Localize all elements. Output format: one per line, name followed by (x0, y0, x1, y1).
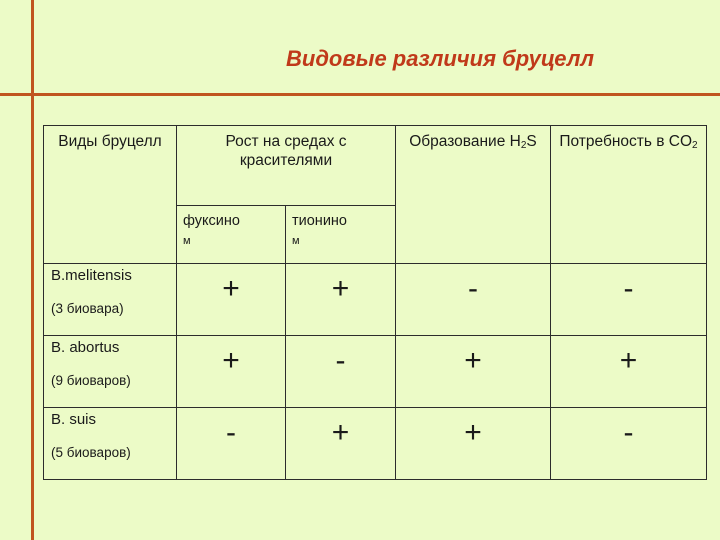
header-co2-text: Потребность в CO (559, 133, 693, 150)
fuchsin-result: + (177, 336, 286, 408)
subheader-thionin-tail: м (292, 235, 300, 247)
co2-result: - (551, 264, 707, 336)
thionin-result: + (286, 264, 396, 336)
thionin-result: - (286, 336, 396, 408)
co2-result: + (551, 336, 707, 408)
header-co2-subscript: 2 (692, 140, 698, 151)
species-cell (44, 408, 177, 480)
header-growth-dyes: Рост на средах с красителями (177, 126, 396, 206)
header-co2 (551, 126, 707, 264)
thionin-result: + (286, 408, 396, 480)
species-biovars: (3 биовара) (51, 301, 124, 316)
fuchsin-result: - (177, 408, 286, 480)
species-biovars: (5 биоваров) (51, 445, 131, 460)
fuchsin-result: + (177, 264, 286, 336)
horizontal-accent-line (0, 93, 720, 96)
header-h2s-subscript: 2 (520, 140, 527, 151)
species-name: B.melitensis (51, 267, 132, 284)
subheader-thionin (286, 206, 396, 264)
header-species: Виды бруцелл (44, 126, 177, 264)
table-row (44, 264, 707, 336)
brucella-species-table (43, 125, 707, 480)
species-cell (44, 336, 177, 408)
header-h2s (396, 126, 551, 264)
subheader-fuchsin (177, 206, 286, 264)
h2s-result: + (396, 408, 551, 480)
species-biovars: (9 биоваров) (51, 373, 131, 388)
table-row (44, 336, 707, 408)
h2s-result: - (396, 264, 551, 336)
vertical-accent-line (31, 0, 34, 540)
header-h2s-text: Образование H (409, 133, 521, 150)
h2s-result: + (396, 336, 551, 408)
species-name: B. suis (51, 411, 97, 428)
species-name: B. abortus (51, 339, 120, 356)
header-h2s-suffix: S (526, 133, 537, 150)
table-row (44, 408, 707, 480)
subheader-thionin-main: тионино (292, 213, 347, 229)
subheader-fuchsin-main: фуксино (183, 213, 240, 229)
subheader-fuchsin-tail: м (183, 235, 191, 247)
species-cell (44, 264, 177, 336)
co2-result: - (551, 408, 707, 480)
slide-title: Видовые различия бруцелл (286, 46, 595, 71)
